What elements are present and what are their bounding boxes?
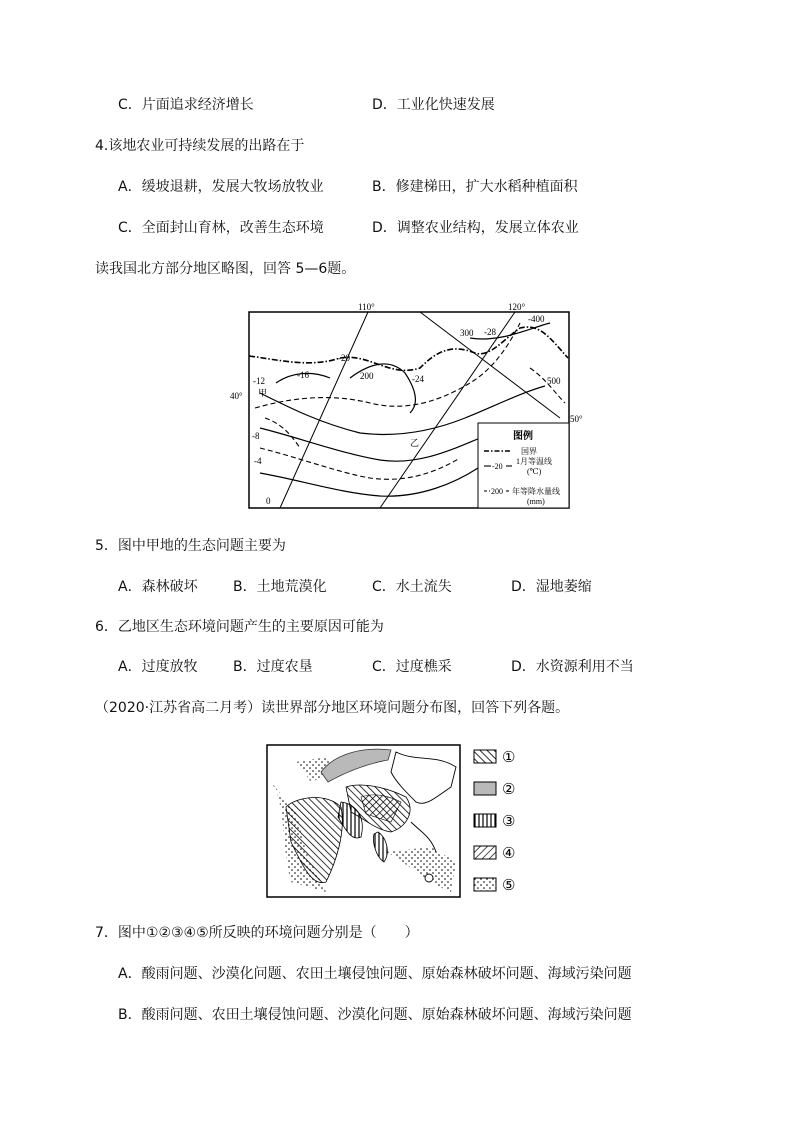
legend-border-label: 国界 — [521, 447, 537, 456]
q5-option-c: C．水土流失 — [372, 579, 452, 595]
iso-label-8: -400 — [528, 314, 545, 324]
legend-item-2: ② — [502, 782, 516, 798]
lat-50-label: 50° — [570, 414, 583, 424]
q4-option-d: D．调整农业结构，发展立体农业 — [372, 220, 579, 236]
lon-110-label: 110° — [358, 302, 375, 312]
legend-title: 图例 — [513, 431, 533, 442]
iso-label-11: -4 — [254, 456, 262, 466]
northern-china-map — [220, 298, 583, 513]
legend-precip-value: 200 — [491, 487, 503, 496]
map2-legend — [474, 750, 515, 894]
q5-option-b: B．土地荒漠化 — [233, 579, 327, 595]
q6-stem: 6．乙地区生态环境问题产生的主要原因可能为 — [95, 619, 384, 635]
q7-option-a: A．酸雨问题、沙漠化问题、农田土壤侵蚀问题、原始森林破坏问题、海域污染问题 — [118, 966, 632, 982]
lat-40-label: 40° — [230, 391, 243, 401]
legend-item-3: ③ — [502, 814, 516, 830]
iso-label-3: -20 — [338, 353, 350, 363]
legend-temp-value: -20 — [492, 462, 503, 471]
intro-7: （2020·江苏省高二月考）读世界部分地区环境问题分布图，回答下列各题。 — [95, 700, 570, 716]
q6-option-d: D．水资源利用不当 — [511, 659, 634, 675]
iso-label-12: 0 — [266, 496, 271, 506]
q4-option-a: A．缓坡退耕，发展大牧场放牧业 — [118, 179, 324, 195]
q7-stem: 7．图中①②③④⑤所反映的环境问题分别是（ ） — [95, 925, 419, 941]
q6-option-a: A．过度放牧 — [118, 659, 198, 675]
iso-label-7: -28 — [484, 327, 496, 337]
q6-option-c: C．过度樵采 — [372, 659, 452, 675]
q5-option-d: D．湿地萎缩 — [511, 579, 592, 595]
q6-option-b: B．过度农垦 — [233, 659, 313, 675]
iso-label-1: -12 — [253, 376, 265, 386]
legend-precip-line1: 年等降水量线 — [512, 487, 560, 496]
q3-option-c: C．片面追求经济增长 — [118, 97, 254, 113]
legend-item-5: ⑤ — [502, 878, 516, 894]
iso-label-9: 500 — [547, 376, 561, 386]
map1-legend — [478, 423, 569, 508]
legend-item-1: ① — [502, 750, 516, 766]
legend-item-4: ④ — [502, 846, 516, 862]
q4-option-c: C．全面封山育林，改善生态环境 — [118, 220, 324, 236]
legend-temp-line1: 1月等温线 — [516, 457, 552, 466]
q5-option-a: A．森林破坏 — [118, 579, 198, 595]
q4-option-b: B．修建梯田，扩大水稻种植面积 — [372, 179, 578, 195]
q4-stem: 4.该地农业可持续发展的出路在于 — [95, 138, 305, 154]
q5-stem: 5．图中甲地的生态问题主要为 — [95, 538, 286, 554]
legend-temp-line2: (℃) — [527, 467, 542, 476]
iso-label-6: 300 — [460, 328, 474, 338]
iso-label-2: -16 — [297, 370, 309, 380]
intro-5-6: 读我国北方部分地区略图，回答 5—6题。 — [95, 261, 356, 277]
lon-120-label: 120° — [508, 302, 526, 312]
iso-label-4: 200 — [360, 371, 374, 381]
world-environment-map — [266, 742, 536, 900]
place-jia: 甲 — [258, 388, 268, 398]
iso-label-5: -24 — [412, 374, 424, 384]
q3-option-d: D．工业化快速发展 — [372, 97, 495, 113]
q7-option-b: B．酸雨问题、农田土壤侵蚀问题、沙漠化问题、原始森林破坏问题、海域污染问题 — [118, 1007, 632, 1023]
iso-label-10: -8 — [252, 431, 260, 441]
place-yi: 乙 — [410, 438, 420, 448]
legend-precip-line2: (mm) — [527, 497, 545, 506]
